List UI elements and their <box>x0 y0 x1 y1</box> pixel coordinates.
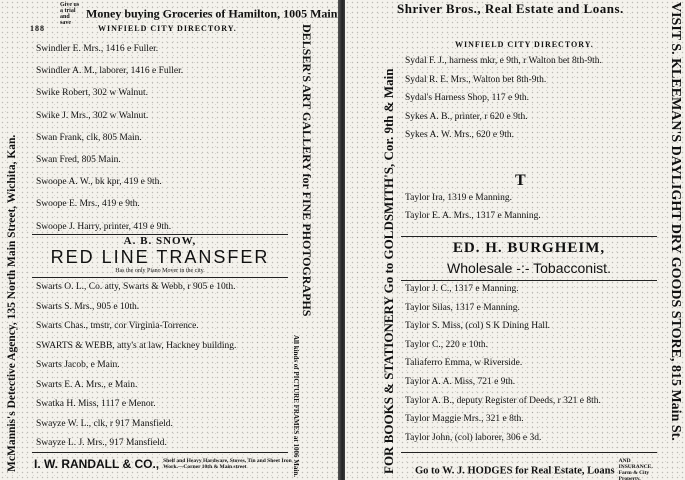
section-letter: T <box>515 172 526 189</box>
left-page-number: 188 <box>30 24 45 33</box>
right-ad-top-rule <box>401 236 657 237</box>
right-top-ad: Shriver Bros., Real Estate and Loans. <box>397 1 624 16</box>
right-entry-c-2: Taylor Silas, 1317 e Manning. <box>405 302 520 313</box>
left-ad-bottom-rule <box>32 277 288 278</box>
left-entry-b-3: Swarts Chas., tmstr, cor Virginia-Torrence. <box>36 321 199 331</box>
left-side-ad-inner: DELSER'S ART GALLERY for FINE PHOTOGRAPHS <box>300 24 314 317</box>
left-running-head: WINFIELD CITY DIRECTORY. <box>98 24 237 33</box>
left-entry-b-7: Swatka H. Miss, 1117 e Menor. <box>36 399 156 409</box>
right-entry-c-5: Taliaferro Emma, w Riverside. <box>405 358 523 369</box>
left-entry-b-2: Swarts S. Mrs., 905 e 10th. <box>36 301 140 312</box>
left-entry-b-8: Swayze W. L., clk, r 917 Mansfield. <box>36 418 173 429</box>
left-entry-b-1: Swarts O. L., Co. atty, Swarts & Webb, r 905 e 10th. <box>36 282 236 292</box>
right-entry-a-3: Sydal's Harness Shop, 117 e 9th. <box>405 93 530 103</box>
left-entry-a-1: Swindler E. Mrs., 1416 e Fuller. <box>36 44 159 54</box>
left-side-ad-outer: McMannis's Detective Agency, 135 North Main Street, Wichita, Kan. <box>6 134 18 472</box>
left-entry-a-4: Swike J. Mrs., 302 w Walnut. <box>36 110 149 121</box>
right-entry-b-1: Taylor Ira, 1319 e Manning. <box>405 193 512 203</box>
right-side-ad-outer: VISIT S. KLEEMAN'S DAYLIGHT DRY GOODS STORE, 815 Main St. <box>668 2 683 441</box>
right-side-ad-inner: FOR BOOKS & STATIONERY Go to GOLDSMITH'S, Cor. 9th & Main <box>381 68 396 474</box>
left-entry-b-5: Swarts Jacob, e Main. <box>36 360 120 370</box>
right-entry-c-6: Taylor A. A. Miss, 721 e 9th. <box>405 377 516 387</box>
right-bottom-rule <box>401 452 657 453</box>
right-ad-bottom-rule <box>401 280 657 281</box>
left-entry-a-9: Swoope J. Harry, printer, 419 e 9th. <box>36 221 172 232</box>
left-bottom-ad-text: I. W. RANDALL & CO., <box>34 457 160 471</box>
right-running-head: WINFIELD CITY DIRECTORY. <box>455 40 594 49</box>
right-entry-c-9: Taylor John, (col) laborer, 306 e 3d. <box>405 432 542 443</box>
left-entry-a-2: Swindler A. M., laborer, 1416 e Fuller. <box>36 66 184 77</box>
left-header <box>30 24 310 33</box>
right-entry-a-5: Sykes A. W. Mrs., 620 e 9th. <box>405 130 514 140</box>
right-bottom-ad <box>415 458 659 480</box>
left-top-ad-small: Give us a trial and save <box>60 2 80 26</box>
left-top-ad-text: Money buying Groceries of Hamilton, 1005 Main <box>86 6 338 21</box>
right-page <box>345 0 685 480</box>
left-entry-b-6: Swarts E. A. Mrs., e Main. <box>36 379 138 390</box>
left-entry-a-3: Swike Robert, 302 w Walnut. <box>36 88 148 99</box>
right-entry-a-2: Sydal R. E. Mrs., Walton bet 8th-9th. <box>405 74 547 85</box>
left-entry-b-9: Swayze L. J. Mrs., 917 Mansfield. <box>36 438 167 448</box>
right-bottom-ad-small: AND INSURANCE. Farm & City Property. <box>618 458 653 480</box>
right-entry-a-1: Sydal F. J., harness mkr, e 9th, r Walton bet 8th-9th. <box>405 56 602 66</box>
right-entry-c-8: Taylor Maggie Mrs., 321 e 8th. <box>405 414 524 425</box>
left-ad-name: A. B. SNOW, <box>123 235 197 247</box>
right-entry-c-7: Taylor A. B., deputy Register of Deeds, r 321 e 8th. <box>405 395 601 406</box>
left-entry-a-6: Swan Fred, 805 Main. <box>36 155 121 165</box>
left-entry-a-8: Swoope E. Mrs., 419 e 9th. <box>36 199 140 210</box>
left-bottom-ad-small: Shelf and Heavy Hardware, Stoves, Tin and Sheet Iron Work.—Corner 10th & Main street <box>163 458 292 471</box>
left-side-ad-inner-small: All kinds of PICTURE FRAMES at 1006 Main. <box>292 335 300 477</box>
left-page <box>0 0 340 480</box>
right-bottom-ad-text: Go to W. J. HODGES for Real Estate, Loans <box>415 465 615 477</box>
left-ad-sub: Has the only Piano Mover in the city. <box>115 268 205 274</box>
left-top-ad <box>60 2 337 26</box>
left-entry-a-7: Swoope A. W., bk kpr, 419 e 9th. <box>36 177 162 188</box>
right-entry-a-4: Sykes A. B., printer, r 620 e 9th. <box>405 111 528 122</box>
left-entry-a-5: Swan Frank, clk, 805 Main. <box>36 132 142 143</box>
left-ad-title: RED LINE TRANSFER <box>50 247 270 267</box>
right-ad-name: ED. H. BURGHEIM, <box>452 240 606 256</box>
right-ad-line: Wholesale -:- Tobacconist. <box>447 260 611 276</box>
right-entry-c-1: Taylor J. C., 1317 e Manning. <box>405 284 519 294</box>
right-entry-c-3: Taylor S. Miss, (col) S K Dining Hall. <box>405 321 550 332</box>
left-bottom-ad <box>34 455 303 473</box>
left-bottom-rule <box>32 452 288 453</box>
right-entry-c-4: Taylor C., 220 e 10th. <box>405 339 488 350</box>
right-entry-b-2: Taylor E. A. Mrs., 1317 e Manning. <box>405 211 541 221</box>
left-entry-b-4: SWARTS & WEBB, atty's at law, Hackney building. <box>36 340 237 351</box>
